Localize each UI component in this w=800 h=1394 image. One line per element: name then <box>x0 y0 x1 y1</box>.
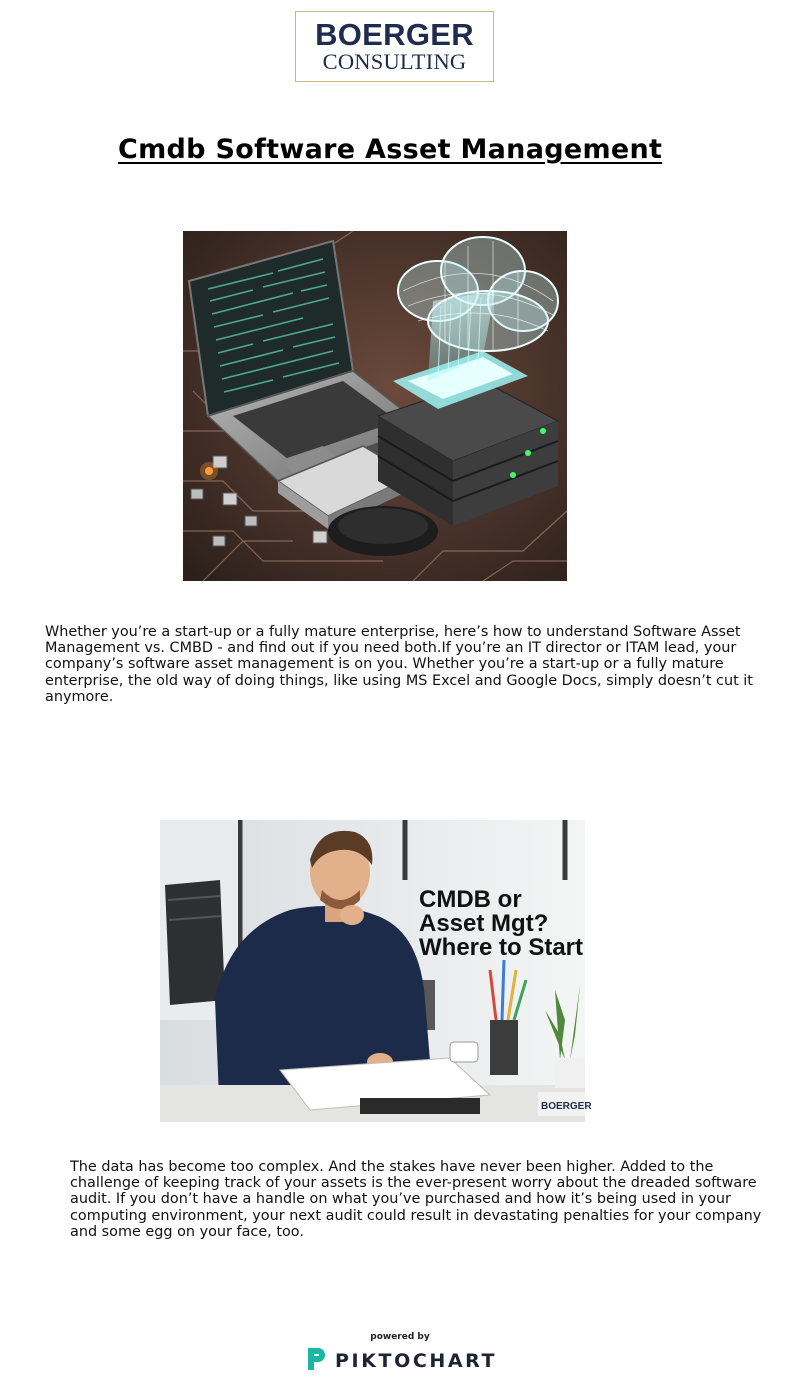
piktochart-logo-icon <box>305 1346 327 1376</box>
feature-text-line-1: CMDB or <box>419 886 522 913</box>
feature-brand-tag: BOERGER <box>541 1101 592 1112</box>
feature-image <box>160 820 592 1122</box>
piktochart-wordmark: PIKTOCHART <box>335 1350 498 1372</box>
powered-by-label: powered by <box>370 1332 430 1342</box>
hero-image <box>183 231 567 581</box>
logo-line-2: CONSULTING <box>322 49 467 74</box>
feature-text-line-2: Asset Mgt? <box>419 910 549 937</box>
body-paragraph: The data has become too complex. And the stakes have never been higher. Added to the challenge of keeping track of your assets is the ever-present worry about the dreaded software audit. If you don’t have a handle on what you’ve purchased and how it’s being used in your computing environment, your next audit could result in devastating penalties for your company and some egg on your face, too. <box>70 1159 762 1240</box>
intro-paragraph: Whether you’re a start-up or a fully mature enterprise, here’s how to understand Software Asset Management vs. CMBD - and find out if you need both.If you’re an IT director or ITAM lead, your company’s software asset management is on you. Whether you’re a start-up or a fully mature enterprise, the old way of doing things, like using MS Excel and Google Docs, simply doesn’t cut it anymore. <box>45 624 753 705</box>
piktochart-brand[interactable] <box>305 1347 497 1375</box>
page-title: Cmdb Software Asset Management <box>118 134 663 165</box>
boerger-consulting-logo <box>295 11 494 82</box>
feature-text-line-3: Where to Start <box>419 934 584 961</box>
logo-line-1: BOERGER <box>315 17 474 52</box>
